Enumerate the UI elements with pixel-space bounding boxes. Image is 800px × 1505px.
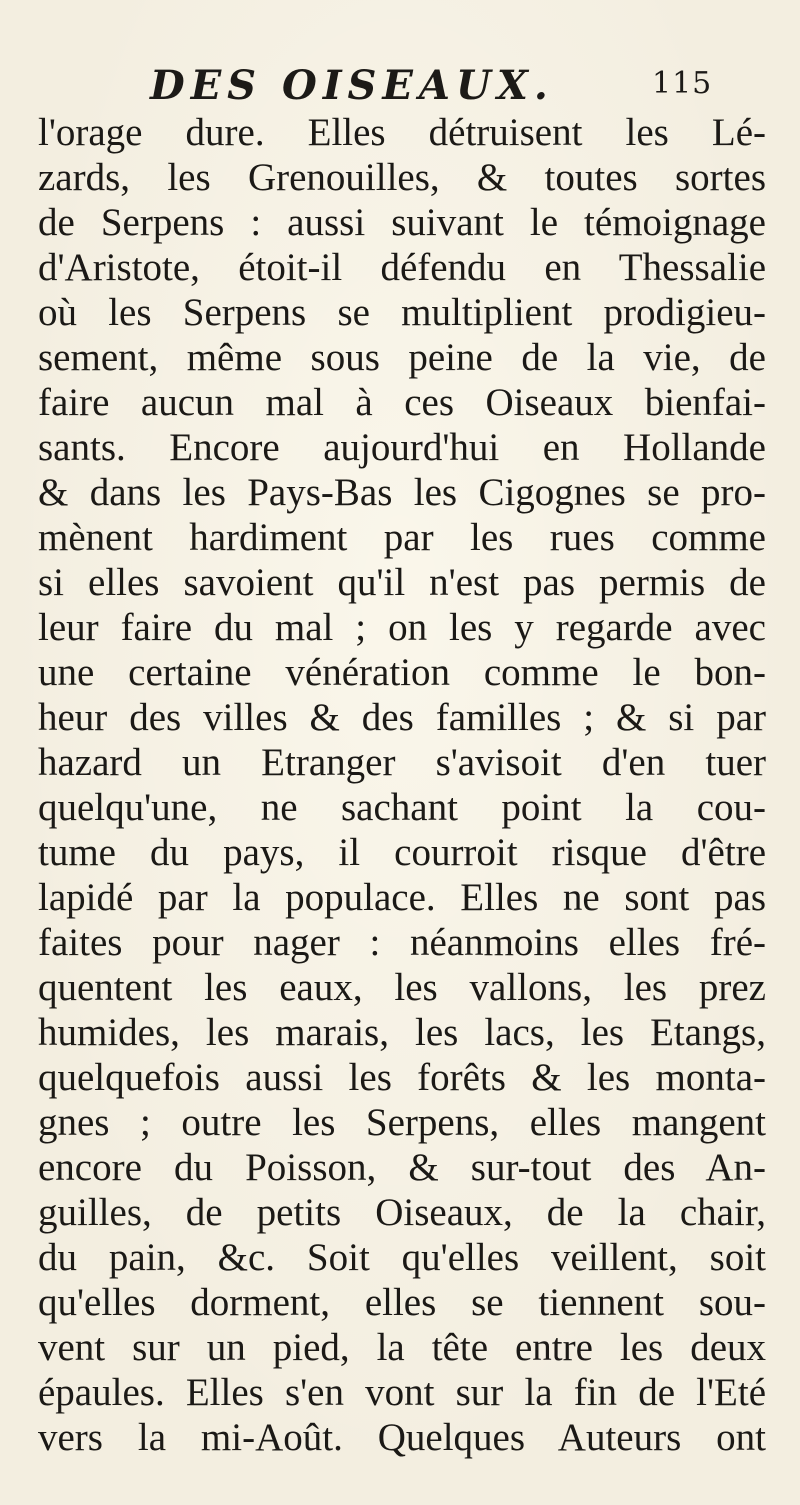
text-line: guilles, de petits Oiseaux, de la chair, xyxy=(38,1191,766,1234)
text-line: quelqu'une, ne sachant point la cou- xyxy=(38,786,766,829)
running-title: DES OISEAUX. xyxy=(150,62,554,109)
text-line: lapidé par la populace. Elles ne sont pas xyxy=(38,876,766,919)
text-line: où les Serpens se multiplient prodigieu- xyxy=(38,291,766,334)
page-number: 115 xyxy=(652,66,713,101)
text-line: encore du Poisson, & sur-tout des An- xyxy=(38,1146,766,1189)
text-line: faire aucun mal à ces Oiseaux bienfai- xyxy=(38,381,766,424)
text-line: hazard un Etranger s'avisoit d'en tuer xyxy=(38,741,766,784)
text-line: leur faire du mal ; on les y regarde avec xyxy=(38,606,766,649)
text-line: mènent hardiment par les rues comme xyxy=(38,516,766,559)
text-line: tume du pays, il courroit risque d'être xyxy=(38,831,766,874)
text-line: sement, même sous peine de la vie, de xyxy=(38,336,766,379)
text-line: heur des villes & des familles ; & si par xyxy=(38,696,766,739)
text-line: si elles savoient qu'il n'est pas permis de xyxy=(38,561,766,604)
text-line: une certaine vénération comme le bon- xyxy=(38,651,766,694)
text-line: zards, les Grenouilles, & toutes sortes xyxy=(38,156,766,199)
text-line: vers la mi-Août. Quelques Auteurs ont xyxy=(38,1416,766,1459)
text-line: quentent les eaux, les vallons, les prez xyxy=(38,966,766,1009)
text-line: de Serpens : aussi suivant le témoignage xyxy=(38,201,766,244)
text-line: vent sur un pied, la tête entre les deux xyxy=(38,1326,766,1369)
text-line: & dans les Pays-Bas les Cigognes se pro- xyxy=(38,471,766,514)
text-line: l'orage dure. Elles détruisent les Lé- xyxy=(38,111,766,154)
text-line: faites pour nager : néanmoins elles fré- xyxy=(38,921,766,964)
text-line: humides, les marais, les lacs, les Etangs, xyxy=(38,1011,766,1054)
running-head xyxy=(0,62,800,112)
text-line: du pain, &c. Soit qu'elles veillent, soit xyxy=(38,1236,766,1279)
body-text xyxy=(38,110,778,1460)
text-line: d'Aristote, étoit-il défendu en Thessalie xyxy=(38,246,766,289)
text-line: sants. Encore aujourd'hui en Hollande xyxy=(38,426,766,469)
text-line: gnes ; outre les Serpens, elles mangent xyxy=(38,1101,766,1144)
text-line: qu'elles dorment, elles se tiennent sou- xyxy=(38,1281,766,1324)
text-line: épaules. Elles s'en vont sur la fin de l'Eté xyxy=(38,1371,766,1414)
text-line: quelquefois aussi les forêts & les monta- xyxy=(38,1056,766,1099)
